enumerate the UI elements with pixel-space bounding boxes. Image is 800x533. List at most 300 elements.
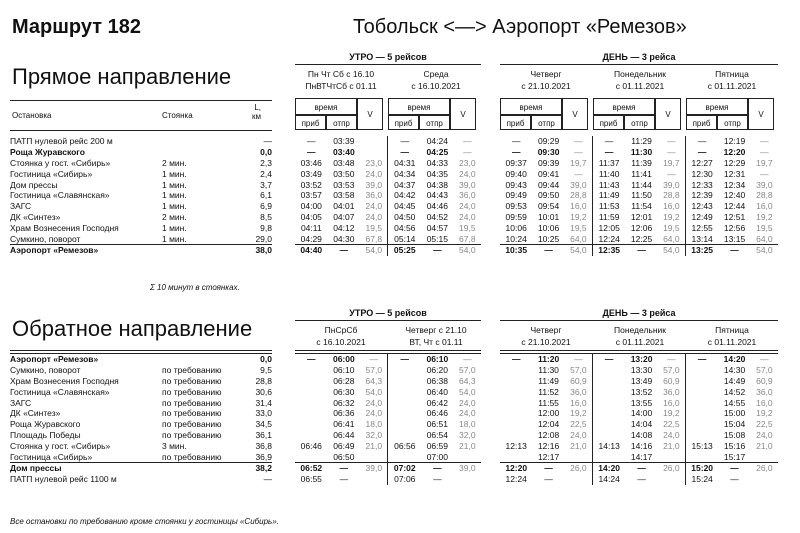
table-cell: — [592,354,625,365]
table-row [295,376,481,387]
header-cell: время [500,98,562,115]
table-row [500,201,778,212]
table-cell: 14:20 [718,354,750,365]
table-row [295,212,481,223]
table-cell: 12:20 [723,147,746,158]
table-cell: 11:30 [630,147,653,158]
table-cell: — [400,147,410,158]
table-row [500,179,778,190]
table-cell: 11:41 [631,168,652,179]
table-row [295,365,481,376]
table-cell: 29,0 [255,233,272,244]
table-cell: 04:33 [426,157,448,168]
table-cell: 16,0 [658,201,686,212]
morning-label: УТРО — 5 рейсов [349,308,427,318]
table-cell: 04:05 [300,211,322,222]
table-cell: 18,0 [459,419,476,430]
table-cell: 04:25 [426,147,449,158]
table-cell: — [532,462,564,473]
table-cell: 15:20 [685,462,718,473]
table-cell: 10:06 [505,222,527,233]
header-cell: отпр [419,115,450,130]
table-cell: 13:49 [630,375,653,386]
table-cell: 38,2 [232,462,272,473]
table-row [295,222,481,233]
table-cell [388,430,421,441]
table-cell: 10:24 [505,233,527,244]
days-label: Пятница с 01.11.2021 [707,69,757,91]
table-cell: 33,0 [255,408,272,419]
table-cell: 12:49 [691,211,713,222]
table-row [295,451,481,462]
table-cell: 28,8 [255,375,272,386]
table-cell: 57,0 [756,365,773,376]
table-cell: 06:10 [333,365,355,376]
table-row [500,408,778,419]
table-cell: — [360,354,388,365]
table-cell: — [263,474,272,485]
table-cell: 57,0 [459,365,476,376]
table-row [10,168,272,179]
table-cell: 06:00 [328,354,361,365]
table-cell: — [433,474,442,485]
table-cell: — [328,244,361,255]
table-cell: 11:44 [631,179,652,190]
table-cell: 04:00 [300,201,322,212]
table-cell: 26,0 [751,462,778,473]
table-cell: 06:52 [295,462,328,473]
table-cell: 04:31 [394,157,416,168]
table-cell: 12:05 [598,222,620,233]
table-cell: по требованию [162,386,222,397]
table-cell: 19,2 [756,211,773,222]
divider [295,350,481,351]
divider [500,350,778,351]
table-cell: 36,8 [255,440,272,451]
table-cell: 1 мин. [162,233,187,244]
table-row [295,354,481,365]
table-cell [685,386,718,397]
table-cell [295,386,328,397]
table-row [10,233,272,244]
table-cell: 64,0 [658,233,686,244]
table-cell: 3 мин. [162,440,187,451]
table-cell [162,136,232,147]
table-cell [658,451,686,462]
header-cell: время [388,98,450,115]
table-row [295,419,481,430]
table-cell [360,136,388,147]
table-cell: 54,0 [658,244,686,255]
table-cell [685,397,718,408]
days-label: Пятница с 01.11.2021 [707,325,757,347]
days-label: ПнСрСб с 16.10.2021 [316,325,366,347]
table-cell: 54,0 [459,386,476,397]
table-cell [685,419,718,430]
table-cell: по требованию [162,419,222,430]
table-cell [388,451,421,462]
table-cell: 19,5 [360,222,388,233]
table-cell: 24,0 [565,430,593,441]
table-cell: — [760,168,769,179]
table-cell: 19,7 [565,158,593,169]
table-row [500,244,778,255]
table-cell: 24,0 [360,168,388,179]
table-cell: 16,0 [565,201,593,212]
table-cell: 11:49 [538,375,559,386]
table-cell: — [760,136,769,147]
table-cell: 12:29 [723,157,746,168]
table-cell: 09:29 [537,136,560,147]
header-cell: V [450,98,476,130]
table-cell: ЗАГС [10,201,32,212]
table-cell: 04:38 [426,179,448,190]
table-cell: 11:30 [538,365,559,376]
table-cell [500,408,532,419]
table-cell: 19,2 [658,408,686,419]
table-cell [162,147,232,158]
table-cell [295,408,328,419]
divider [500,320,778,321]
table-cell: 32,0 [459,429,476,440]
table-cell: 64,0 [756,233,773,244]
sum-note: Σ 10 минут в стоянках. [150,283,240,292]
table-cell: 39,0 [658,179,686,190]
divider [10,350,272,351]
table-cell: 11:40 [598,168,620,179]
table-cell: 54,0 [454,244,481,255]
table-row [500,440,778,451]
table-cell: 64,3 [459,375,476,386]
table-cell: 12:55 [691,222,713,233]
table-row [10,462,272,473]
table-row [10,201,272,212]
table-cell: 11:52 [538,386,559,397]
table-cell: 0,0 [232,354,272,365]
divider [295,320,481,321]
table-row [10,440,272,451]
table-cell: 06:38 [426,375,448,386]
table-cell: 9,8 [260,222,272,233]
table-cell: 11:54 [631,201,652,212]
table-cell: 13:15 [723,233,746,244]
table-cell: 19,7 [658,158,686,169]
table-cell: 11:59 [598,211,620,222]
header-cell: отпр [624,115,655,130]
day-label: ДЕНЬ — 3 рейса [602,308,676,318]
table-cell: 04:29 [300,233,322,244]
table-cell: 15:00 [723,408,746,419]
table-cell: Гостиница «Славянская» [10,190,110,201]
table-cell: — [658,147,686,158]
table-cell: 19,2 [658,212,686,223]
table-cell: Гостиница «Сибирь» [10,168,93,179]
table-row [295,190,481,201]
table-cell: — [307,136,316,147]
table-cell: 03:53 [333,179,355,190]
table-cell: 12:06 [630,222,653,233]
table-cell: 04:24 [426,136,448,147]
table-row [10,354,272,365]
table-cell: 09:30 [537,147,560,158]
table-cell: 14:00 [630,408,653,419]
table-row [500,158,778,169]
table-cell: Сумкино, поворот [10,233,81,244]
table-cell: 10:25 [537,233,560,244]
table-row [10,244,272,255]
table-cell: 19,7 [756,157,773,168]
table-cell: 09:37 [505,157,527,168]
table-cell: 12:04 [537,419,560,430]
table-cell: 6,1 [260,190,272,201]
table-cell: — [730,474,739,485]
table-cell: 22,5 [756,419,773,430]
table-cell: 12:24 [505,474,527,485]
table-cell: 15:13 [691,440,713,451]
table-cell: 14:30 [723,365,746,376]
table-cell: 67,8 [459,233,476,244]
table-cell [162,244,232,255]
table-cell: 12:39 [691,190,713,201]
table-cell: 13:25 [685,244,718,255]
table-row [295,430,481,441]
table-cell: — [565,147,593,158]
table-cell: 8,5 [260,211,272,222]
table-row [10,376,272,387]
table-cell: — [463,136,472,147]
table-cell [500,386,532,397]
table-cell [295,451,328,462]
direct-heading: Прямое направление [12,64,232,89]
table-cell: 12:16 [537,440,560,451]
days-label: Четверг с 21.10.2021 [521,69,571,91]
table-cell: — [565,354,593,365]
table-cell: 21,0 [658,440,686,451]
table-row [295,462,481,473]
table-cell: 16,0 [658,397,686,408]
table-cell: ЗАГС [10,397,32,408]
table-cell: — [697,136,707,147]
direct-morning-table [295,136,481,256]
table-cell: 24,0 [360,397,388,408]
table-cell: 04:07 [333,211,355,222]
table-cell: 12:13 [505,440,527,451]
table-cell: 15:17 [723,451,746,462]
table-cell: 36,1 [255,429,272,440]
table-cell: 54,0 [360,244,388,255]
table-row [295,168,481,179]
table-cell: 2,3 [260,157,272,168]
days-label: Пн Чт Сб с 16.10 ПнВТЧтСб с 01.11 [305,69,377,91]
table-cell: ДК «Синтез» [10,408,61,419]
table-cell: Площадь Победы [10,429,81,440]
table-cell [500,397,532,408]
table-row [500,474,778,485]
table-cell: Стоянка у гост. «Сибирь» [10,440,111,451]
table-cell: 14:17 [630,451,653,462]
table-cell: 28,8 [658,190,686,201]
table-cell [360,147,388,158]
table-cell: 07:00 [426,451,448,462]
header-cell: время [593,98,655,115]
table-cell: — [658,136,686,147]
header-cell: V [562,98,588,130]
days-label: Четверг с 21.10 ВТ, Чт с 01.11 [405,325,467,347]
table-cell: 12:25 [630,233,653,244]
table-row [295,244,481,255]
table-cell: Гостиница «Славянская» [10,386,110,397]
table-cell: 12:30 [691,168,713,179]
table-cell: 04:34 [394,168,416,179]
table-row [10,147,272,158]
header-cell: приб [295,115,326,130]
header-cell: отпр [531,115,562,130]
table-cell: — [565,168,593,179]
table-cell: 14:20 [592,462,625,473]
col-wait: Стоянка [162,111,193,120]
table-cell: 06:46 [300,440,322,451]
table-cell: 26,0 [658,462,686,473]
table-cell: 39,0 [565,179,593,190]
table-cell: 07:02 [388,462,421,473]
table-cell: — [718,462,750,473]
table-row [500,222,778,233]
table-cell: 60,9 [756,375,773,386]
table-cell: — [339,474,349,485]
table-cell: Аэропорт «Ремезов» [10,244,162,255]
table-cell: Храм Вознесения Господня [10,375,119,386]
table-cell: 22,5 [658,419,686,430]
table-cell: 06:56 [394,440,416,451]
table-cell [295,365,328,376]
table-cell: 06:50 [333,451,355,462]
table-cell: 12:19 [723,136,746,147]
direct-day-table [500,136,778,256]
table-cell: 22,5 [565,419,593,430]
table-cell: 54,0 [565,244,593,255]
table-cell: 12:24 [598,233,620,244]
table-cell: 19,2 [565,408,593,419]
table-cell: 26,0 [565,462,593,473]
table-row [500,212,778,223]
table-cell: 12:20 [500,462,532,473]
table-cell: 36,0 [459,190,476,201]
table-cell: 30,6 [255,386,272,397]
table-cell: 06:10 [421,354,454,365]
table-row [500,397,778,408]
table-cell [565,474,593,485]
header-cell: отпр [326,115,357,130]
table-cell: 09:41 [537,168,560,179]
table-row [10,451,272,462]
table-cell: 13:20 [625,354,657,365]
table-cell: 06:28 [333,375,355,386]
table-row [10,386,272,397]
table-cell: 21,0 [459,440,476,451]
table-cell: 11:37 [598,157,620,168]
table-cell: — [658,354,686,365]
table-cell: 03:40 [332,147,355,158]
table-cell: 06:40 [426,386,448,397]
table-cell: 04:01 [333,201,355,212]
table-cell: 04:40 [295,244,328,255]
table-row [500,462,778,473]
table-cell: 14:49 [723,375,746,386]
header-cell: приб [593,115,624,130]
table-cell: 14:08 [630,429,653,440]
table-cell: по требованию [162,397,222,408]
table-cell: 24,0 [459,168,476,179]
table-cell: Роща Журавского [10,147,85,158]
table-cell: 10:06 [537,222,560,233]
table-cell: — [532,244,564,255]
table-cell: 06:44 [333,429,355,440]
table-cell: 38,0 [232,244,272,255]
table-cell: по требованию [162,375,222,386]
table-cell [388,408,421,419]
table-cell: 12:44 [723,201,746,212]
table-cell: 04:43 [426,190,448,201]
table-row [295,136,481,147]
table-cell: — [565,136,593,147]
divider [10,100,272,101]
table-cell [658,474,686,485]
divider [10,130,272,131]
table-cell [162,474,232,485]
table-cell [500,419,532,430]
table-cell: ДК «Синтез» [10,211,61,222]
table-cell: 23,0 [360,158,388,169]
table-cell: 11:43 [598,179,620,190]
table-cell: 03:52 [300,179,322,190]
table-cell: 06:42 [426,397,448,408]
table-cell: 03:46 [300,157,322,168]
col-km: L, км [252,103,261,121]
table-cell [592,419,625,430]
header-cell: V [748,98,774,130]
table-cell: по требованию [162,408,222,419]
table-cell [388,376,421,387]
table-cell [751,474,778,485]
table-cell: 24,0 [360,201,388,212]
table-cell: 36,0 [756,386,773,397]
table-cell: — [544,474,553,485]
day-label: ДЕНЬ — 3 рейса [602,52,676,62]
table-cell: 03:58 [333,190,355,201]
table-cell: 2 мин. [162,211,187,222]
table-cell: — [388,354,421,365]
table-cell: — [400,136,410,147]
table-cell: 24,0 [360,212,388,223]
table-cell [500,430,532,441]
table-cell: ПАТП нулевой рейс 1100 м [10,474,117,485]
table-cell: 19,5 [756,222,773,233]
table-cell: — [263,136,272,147]
table-cell: 1 мин. [162,168,187,179]
table-cell: 31,4 [255,397,272,408]
table-cell: Дом прессы [10,462,162,473]
table-cell: — [511,147,521,158]
table-cell [162,354,232,365]
table-cell: 04:56 [394,222,416,233]
table-cell: 13:55 [630,397,653,408]
table-cell: Аэропорт «Ремезов» [10,354,162,365]
table-cell: 11:50 [631,190,652,201]
table-cell [592,386,625,397]
table-cell: — [718,244,750,255]
days-label: Среда с 16.10.2021 [411,69,461,91]
table-cell: 14:52 [723,386,746,397]
